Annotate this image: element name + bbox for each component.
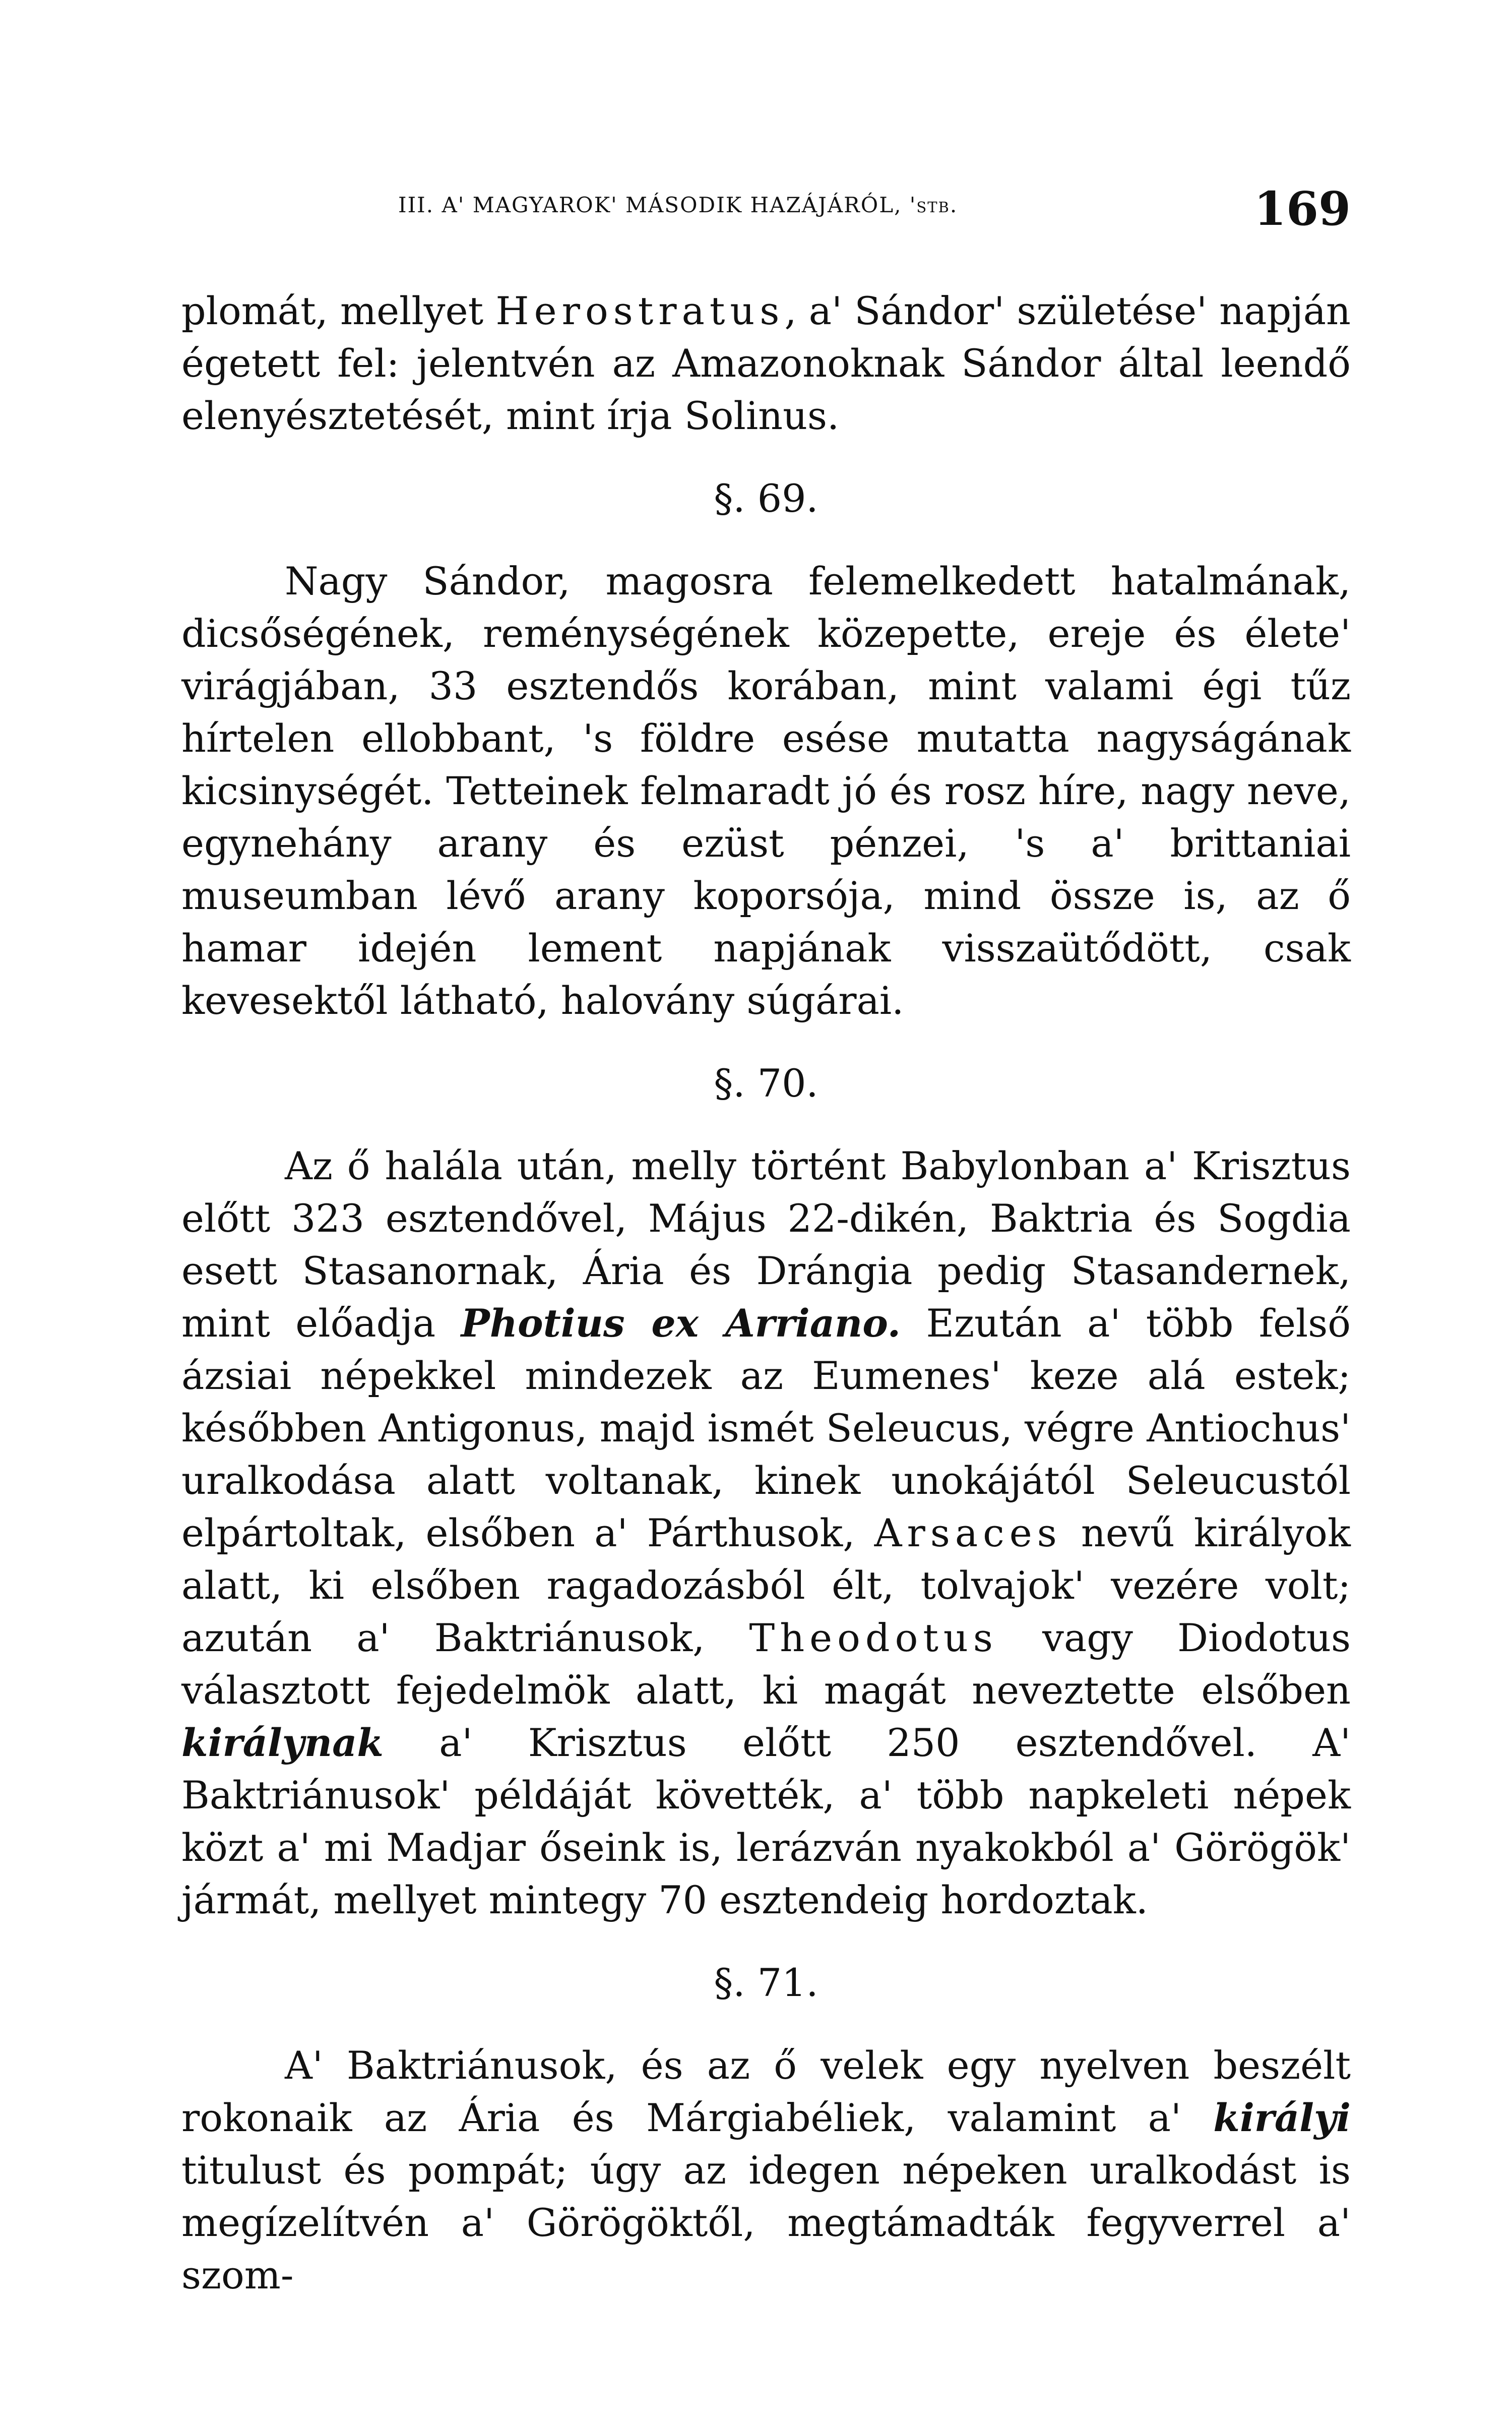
- text-run: Ezután a' több felső ázsiai népekkel mindezek az Eumenes' keze alá estek; későbben Antigonus, majd ismét Seleucus, végre Antiochus' uralkodása alatt voltanak, kinek unokájától Seleucustól elpártoltak, elsőben a' Párthusok,: [181, 1301, 1351, 1555]
- name-theodotus: Theodotus: [749, 1615, 998, 1660]
- page-number: 169: [1253, 182, 1351, 236]
- section-heading-70: §. 70.: [714, 1061, 818, 1106]
- emphasis-kiralynak: királynak: [181, 1720, 384, 1765]
- text-run: plomát, mellyet: [181, 288, 496, 333]
- citation-photius: Photius ex Arriano.: [461, 1301, 901, 1346]
- emphasis-kiralyi: királyi: [1213, 2095, 1351, 2140]
- paragraph-continuation: [181, 285, 1351, 442]
- book-page: [181, 182, 1351, 2302]
- text-run: nevű királyok alatt, ki elsőben ragadozásból élt, tolvajok' vezére volt; azután a' Baktriánusok,: [181, 1510, 1351, 1660]
- running-head: [181, 182, 1351, 237]
- name-herostratus: Herostratus: [495, 288, 785, 333]
- section-heading-71: §. 71.: [714, 1960, 818, 2005]
- section-heading-69: §. 69.: [714, 476, 818, 521]
- paragraph-71: [181, 2039, 1351, 2302]
- text-run: A' Baktriánusok, és az ő velek egy nyelven beszélt rokonaik az Ária és Márgiabéliek, valamint a': [181, 2043, 1351, 2140]
- text-run: Az ő halála után, melly történt Babylonban a' Krisztus előtt 323 esztendővel, Május 22-dikén, Baktria és Sogdia esett Stasanornak, Ária és Drángia pedig Stasandernek, mint előadja: [181, 1143, 1351, 1346]
- text-run: vagy Diodotus választott fejedelmök alatt, ki magát neveztette elsőben: [181, 1615, 1351, 1713]
- paragraph-70: [181, 1140, 1351, 1926]
- text-run: a' Krisztus előtt 250 esztendővel. A' Baktriánusok' példáját követték, a' több napkeleti népek közt a' mi Madjar őseink is, lerázván nyakokból a' Görögök' jármát, mellyet mintegy 70 esztendeig hordoztak.: [181, 1720, 1351, 1922]
- running-title: III. A' MAGYAROK' MÁSODIK HAZÁJÁRÓL, 'stb.: [398, 193, 958, 217]
- name-arsaces: Arsaces: [874, 1510, 1062, 1555]
- text-run: , a' Sándor' születése' napján égetett fel: jelentvén az Amazonoknak Sándor által leendő elenyésztetését, mint írja Solinus.: [181, 288, 1351, 438]
- paragraph-69: Nagy Sándor, magosra felemelkedett hatalmának, dicsőségének, reménységének közepette, ereje és élete' virágjában, 33 esztendős korában, mint valami égi tűz hírtelen ellobbant, 's földre esése mutatta nagyságának kicsinységét. Tetteinek felmaradt jó és rosz híre, nagy neve, egynehány arany és ezüst pénzei, 's a' brittaniai museumban lévő arany koporsója, mind össze is, az ő hamar idején lement napjának visszaütődött, csak kevesektől látható, halovány súgárai.: [181, 559, 1351, 1023]
- text-run: titulust és pompát; úgy az idegen népeken uralkodást is megízelítvén a' Görögöktől, megtámadták fegyverrel a' szom-: [181, 2148, 1351, 2297]
